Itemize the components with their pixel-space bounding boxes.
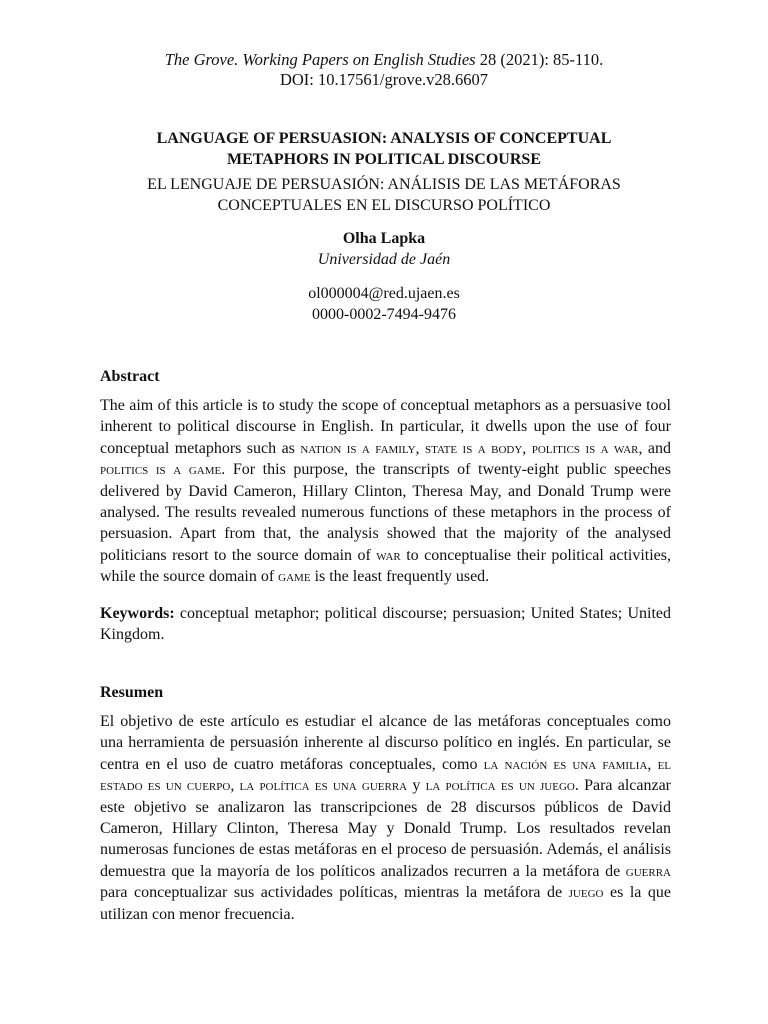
metaphor-term: politics is a game [100,461,222,479]
resumen-text-part: para conceptualizar sus actividades políticas, mientras la metáfora de [100,884,569,902]
resumen-text [100,711,671,925]
citation-line [0,50,768,70]
spanish-title [90,174,678,216]
abstract-text-part: The aim of this article is to study the scope of conceptual metaphors as a persuasive tool inherent to political discourse in English. In particular, it dwells upon the use of four conceptual metaphors such as [100,397,671,457]
metaphor-term: la política es una guerra [239,777,408,795]
author-block [0,228,768,270]
abstract-text-part: , [522,439,532,457]
english-title [90,128,678,170]
english-title-line-2: METAPHORS IN POLITICAL DISCOURSE [227,151,541,168]
resumen-section [100,683,671,925]
spanish-title-line-2: CONCEPTUALES EN EL DISCURSO POLÍTICO [217,197,551,214]
title-block [90,128,678,216]
abstract-text-part: . For this purpose, the transcripts of twenty-eight public speeches delivered by David Cameron, Hillary Clinton, Theresa May, and Donald Trump were analysed. The results revealed numerous functions of these metaphors in the process of persuasion. Apart from that, the analysis showed that the majority of the analysed politicians resort to the source domain of [100,461,671,564]
author-name: Olha Lapka [342,230,426,247]
author-email[interactable]: ol000004@red.ujaen.es [308,285,460,302]
abstract-heading: Abstract [100,368,160,385]
source-domain-term: juego [568,884,604,902]
english-title-line-1: LANGUAGE OF PERSUASION: ANALYSIS OF CONCEPTUAL [156,130,612,147]
metaphor-term: politics is a war [531,439,639,457]
author-affiliation: Universidad de Jaén [317,251,451,268]
spanish-title-line-1: EL LENGUAJE DE PERSUASIÓN: ANÁLISIS DE LAS METÁFORAS [147,176,621,193]
keywords-text: conceptual metaphor; political discourse; persuasion; United States; United Kingdom. [100,605,671,643]
metaphor-term: la nación es una familia [483,755,648,773]
volume-info: 28 (2021): 85-110. [479,50,604,69]
metaphor-term: el estado es un cuerpo [100,755,672,795]
resumen-text-part: , [647,755,658,773]
resumen-heading: Resumen [100,684,164,701]
abstract-text-part: is the least frequently used. [310,568,490,586]
doi[interactable]: DOI: 10.17561/grove.v28.6607 [279,70,489,89]
abstract-section [100,367,671,588]
resumen-text-part: El objetivo de este artículo es estudiar el alcance de las metáforas conceptuales como una herramienta de persuasión inherente al discurso político en inglés. En particular, se centra en el uso de cuatro metáforas conceptuales, como [100,713,671,773]
abstract-text-part: , [415,439,425,457]
keywords [100,603,671,645]
keywords-label: Keywords: [100,605,175,622]
author-contact [0,283,768,325]
resumen-text-part: , [230,777,240,795]
abstract-text-part: , and [638,439,672,457]
journal-header [0,50,768,90]
resumen-text-part: es la que utilizan con menor frecuencia. [100,884,671,923]
author-orcid[interactable]: 0000-0002-7494-9476 [312,306,456,323]
metaphor-term: nation is a family [300,439,416,457]
journal-name: The Grove. Working Papers on English Studies [164,50,476,69]
abstract-text [100,395,671,588]
resumen-text-part: . Para alcanzar este objetivo se analizaron las transcripciones de 28 discursos públicos de David Cameron, Hillary Clinton, Theresa May y Donald Trump. Los resultados revelan numerosas funciones de estas metáforas en el proceso de persuasión. Además, el análisis demuestra que la mayoría de los políticos analizados recurren a la metáfora de [100,777,672,880]
source-domain-term: game [278,568,311,586]
metaphor-term: state is a body [424,439,523,457]
resumen-text-part: y [407,777,426,795]
abstract-text-part: to conceptualise their political activities, while the source domain of [100,546,672,586]
source-domain-term: guerra [625,862,671,880]
metaphor-term: la política es un juego [425,777,575,795]
source-domain-term: war [376,546,401,564]
